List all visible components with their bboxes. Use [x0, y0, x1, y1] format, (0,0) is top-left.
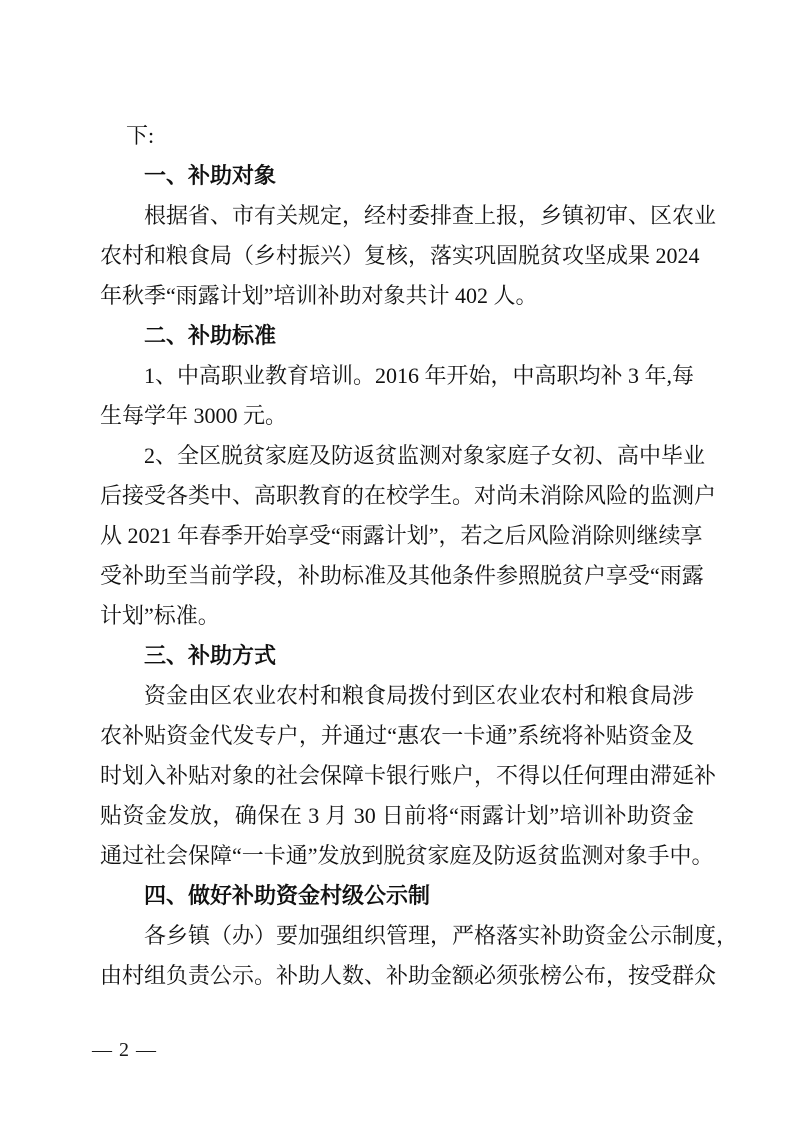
- continuation-line: 下:: [126, 123, 155, 148]
- paragraph-line: 后接受各类中、高职教育的在校学生。对尚未消除风险的监测户: [100, 483, 717, 508]
- paragraph-line: 时划入补贴对象的社会保障卡银行账户，不得以任何理由滞延补: [100, 763, 717, 788]
- document-body: [100, 116, 739, 996]
- paragraph-line: 由村组负责公示。补助人数、补助金额必须张榜公布，按受群众: [100, 963, 717, 988]
- paragraph-line: 从 2021 年春季开始享受“雨露计划”，若之后风险消除则继续享: [100, 523, 703, 548]
- paragraph-line: 年秋季“雨露计划”培训补助对象共计 402 人。: [100, 283, 538, 308]
- page-number: — 2 —: [92, 1039, 157, 1061]
- paragraph-line: 通过社会保障“一卡通”发放到脱贫家庭及防返贫监测对象手中。: [100, 843, 714, 868]
- paragraph-line: 1、中高职业教育培训。2016 年开始，中高职均补 3 年,每: [144, 363, 695, 388]
- section-3-heading: 三、补助方式: [144, 643, 277, 668]
- paragraph-line: 各乡镇（办）要加强组织管理，严格落实补助资金公示制度，: [144, 923, 739, 948]
- paragraph-line: 贴资金发放，确保在 3 月 30 日前将“雨露计划”培训补助资金: [100, 803, 694, 828]
- paragraph-line: 2、全区脱贫家庭及防返贫监测对象家庭子女初、高中毕业: [144, 443, 706, 468]
- paragraph-line: 根据省、市有关规定，经村委排查上报，乡镇初审、区农业: [144, 203, 717, 228]
- paragraph-line: 生每学年 3000 元。: [100, 403, 288, 428]
- section-1-heading: 一、补助对象: [144, 163, 277, 188]
- paragraph-line: 农村和粮食局（乡村振兴）复核，落实巩固脱贫攻坚成果 2024: [100, 243, 700, 268]
- paragraph-line: 农补贴资金代发专户，并通过“惠农一卡通”系统将补贴资金及: [100, 723, 694, 748]
- paragraph-line: 资金由区农业农村和粮食局拨付到区农业农村和粮食局涉: [144, 683, 695, 708]
- section-2-heading: 二、补助标准: [144, 323, 277, 348]
- paragraph-line: 计划”标准。: [100, 603, 220, 628]
- paragraph-line: 受补助至当前学段，补助标准及其他条件参照脱贫户享受“雨露: [100, 563, 704, 588]
- section-4-heading: 四、做好补助资金村级公示制: [144, 883, 431, 908]
